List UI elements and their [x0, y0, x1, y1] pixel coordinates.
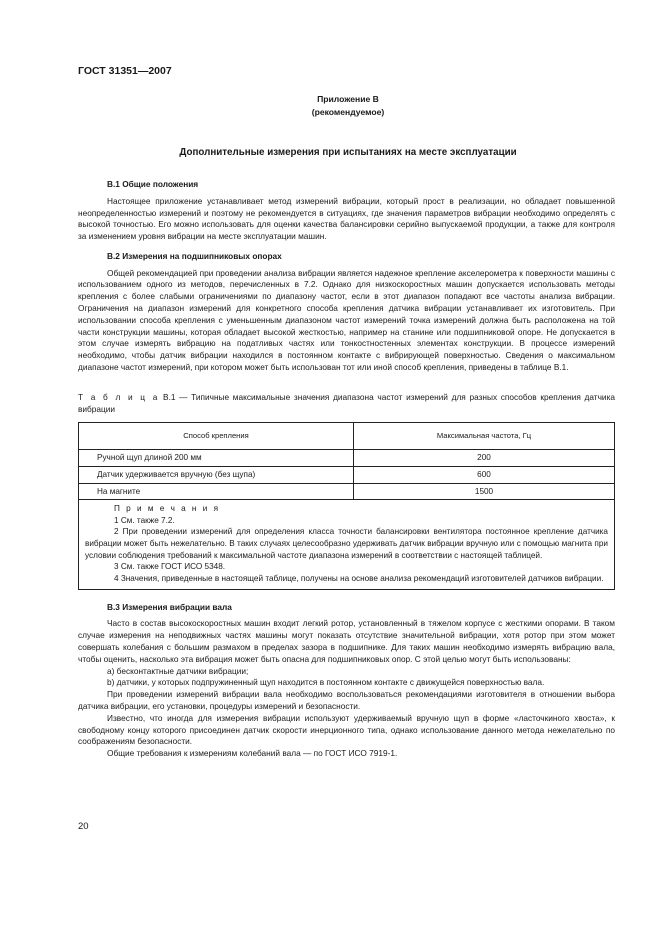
- row-method: Ручной щуп длиной 200 мм: [79, 450, 354, 467]
- standard-code: ГОСТ 31351—2007: [78, 65, 172, 77]
- page-number: 20: [78, 821, 89, 832]
- table-row: [79, 466, 615, 483]
- section-b3-paragraph: При проведении измерений вибрации вала необходимо воспользоваться рекомендациями изготовителя в отношении выбора датчика вибрации, его установки, процедуры измерений и безопасности.: [78, 689, 615, 711]
- annex-label: Приложение В: [317, 94, 379, 104]
- table-notes: [79, 500, 615, 589]
- annex-heading: [78, 93, 618, 120]
- table-caption-text: В.1 — Типичные максимальные значения диапазона частот измерений для разных способов крепления датчика вибрации: [78, 391, 615, 414]
- col-header-method: Способ крепления: [79, 423, 354, 450]
- section-b1-heading: В.1 Общие положения: [107, 179, 199, 189]
- annex-status: (рекомендуемое): [311, 107, 385, 118]
- row-freq: 1500: [354, 483, 615, 500]
- col-header-freq: Максимальная частота, Гц: [354, 423, 615, 450]
- section-b3-paragraph: Часто в состав высокоскоростных машин входит легкий ротор, установленный в тяжелом корпусе с жесткими опорами. В таком случае измерения на неподвижных частях машины могут показать отсутствие значительной вибрации, хотя ротор при этом может совершать колебания с большим размахом в пределах зазора в подшипнике. Для таких машин необходимо измерять вибрацию вала, чтобы оценить, насколько эта вибрация может быть опасна для подшипниковых опор. С этой целью могут быть использованы:: [78, 618, 615, 664]
- row-freq: 200: [354, 450, 615, 467]
- list-item-a: а) бесконтактные датчики вибрации;: [107, 665, 249, 676]
- table-caption-prefix: Т а б л и ц а: [78, 391, 160, 402]
- row-method: На магните: [79, 483, 354, 500]
- frequency-table: [78, 422, 615, 589]
- annex-title: Дополнительные измерения при испытаниях на месте эксплуатации: [179, 147, 517, 158]
- section-b3-heading: В.3 Измерения вибрации вала: [107, 601, 232, 612]
- document-body: [78, 176, 615, 760]
- note-item: 3 См. также ГОСТ ИСО 5348.: [114, 562, 226, 572]
- section-b2-paragraph: Общей рекомендацией при проведении анализа вибрации является надежное крепление акселерометра к поверхности машины с использованием одного из методов, перечисленных в 7.2. Однако для низкоскоростных машин допускается использовать методы крепления с более слабыми ограничениями по диапазону частот, если в этот диапазон попадают все частоты анализа вибрации. Ограничения на диапазон измерений для конкретного способа крепления датчика вибрации устанавливает их изготовитель. При использовании способа крепления с уменьшенным диапазоном частот измерений точка измерений должна быть расположена на той части конструкции машины, которая обладает высокой жесткостью, например на станине или подшипниковой опоре. Не допускается в этом случае измерять вибрацию на податливых частях или тонкостностенных элементах конструкции. В процессе измерений необходимо, чтобы датчик вибрации находился в постоянном контакте с вибрирующей поверхностью. Сведения о максимальном диапазоне частот измерений, при котором может быть использован тот или иной способ крепления, приведены в таблице В.1.: [78, 267, 615, 372]
- section-b3-paragraph: Общие требования к измерениям колебаний вала — по ГОСТ ИСО 7919-1.: [107, 748, 398, 759]
- table-notes-row: [79, 500, 615, 589]
- table-caption: [78, 392, 615, 416]
- note-item: 2 При проведении измерений для определения класса точности балансировки вентилятора постоянное крепление датчика вибрации может быть нежелательно. В таких случаях целесообразно удерживать датчик вибрации вручную или с помощью магнита при условии соблюдения требований к максимальной частоте диапазона измерений в соответствии с настоящей таблицей.: [85, 527, 608, 560]
- table-row: [79, 483, 615, 500]
- table-row: [79, 450, 615, 467]
- notes-heading: П р и м е ч а н и я: [114, 504, 221, 514]
- section-b1-paragraph: Настоящее приложение устанавливает метод измерений вибрации, который прост в реализации, но обладает повышенной неопределенностью измерений и поэтому не рекомендуется в ситуациях, где значения параметров вибрации необходимо определять с высокой точностью. Его можно использовать для оценки качества балансировки серийно выпускаемой продукции, а также для контроля за изменением уровня вибрации на месте эксплуатации машин.: [78, 195, 615, 242]
- note-item: 1 См. также 7.2.: [114, 515, 175, 525]
- section-b3-paragraph: Известно, что иногда для измерения вибрации используют удерживаемый вручную щуп в форме «ласточкиного хвоста», к свободному концу которого присоединен датчик скорости инерционного типа, однако использование данного метода нежелательно по соображениям безопасности.: [78, 712, 615, 747]
- section-b2-heading: В.2 Измерения на подшипниковых опорах: [107, 250, 282, 261]
- row-method: Датчик удерживается вручную (без щупа): [79, 466, 354, 483]
- table-header-row: [79, 423, 615, 450]
- list-item-b: b) датчики, у которых подпружиненный щуп находится в постоянном контакте с движущейся поверхностью вала.: [107, 677, 545, 688]
- row-freq: 600: [354, 466, 615, 483]
- note-item: 4 Значения, приведенные в настоящей таблице, получены на основе анализа рекомендаций изготовителей датчиков вибрации.: [114, 574, 604, 584]
